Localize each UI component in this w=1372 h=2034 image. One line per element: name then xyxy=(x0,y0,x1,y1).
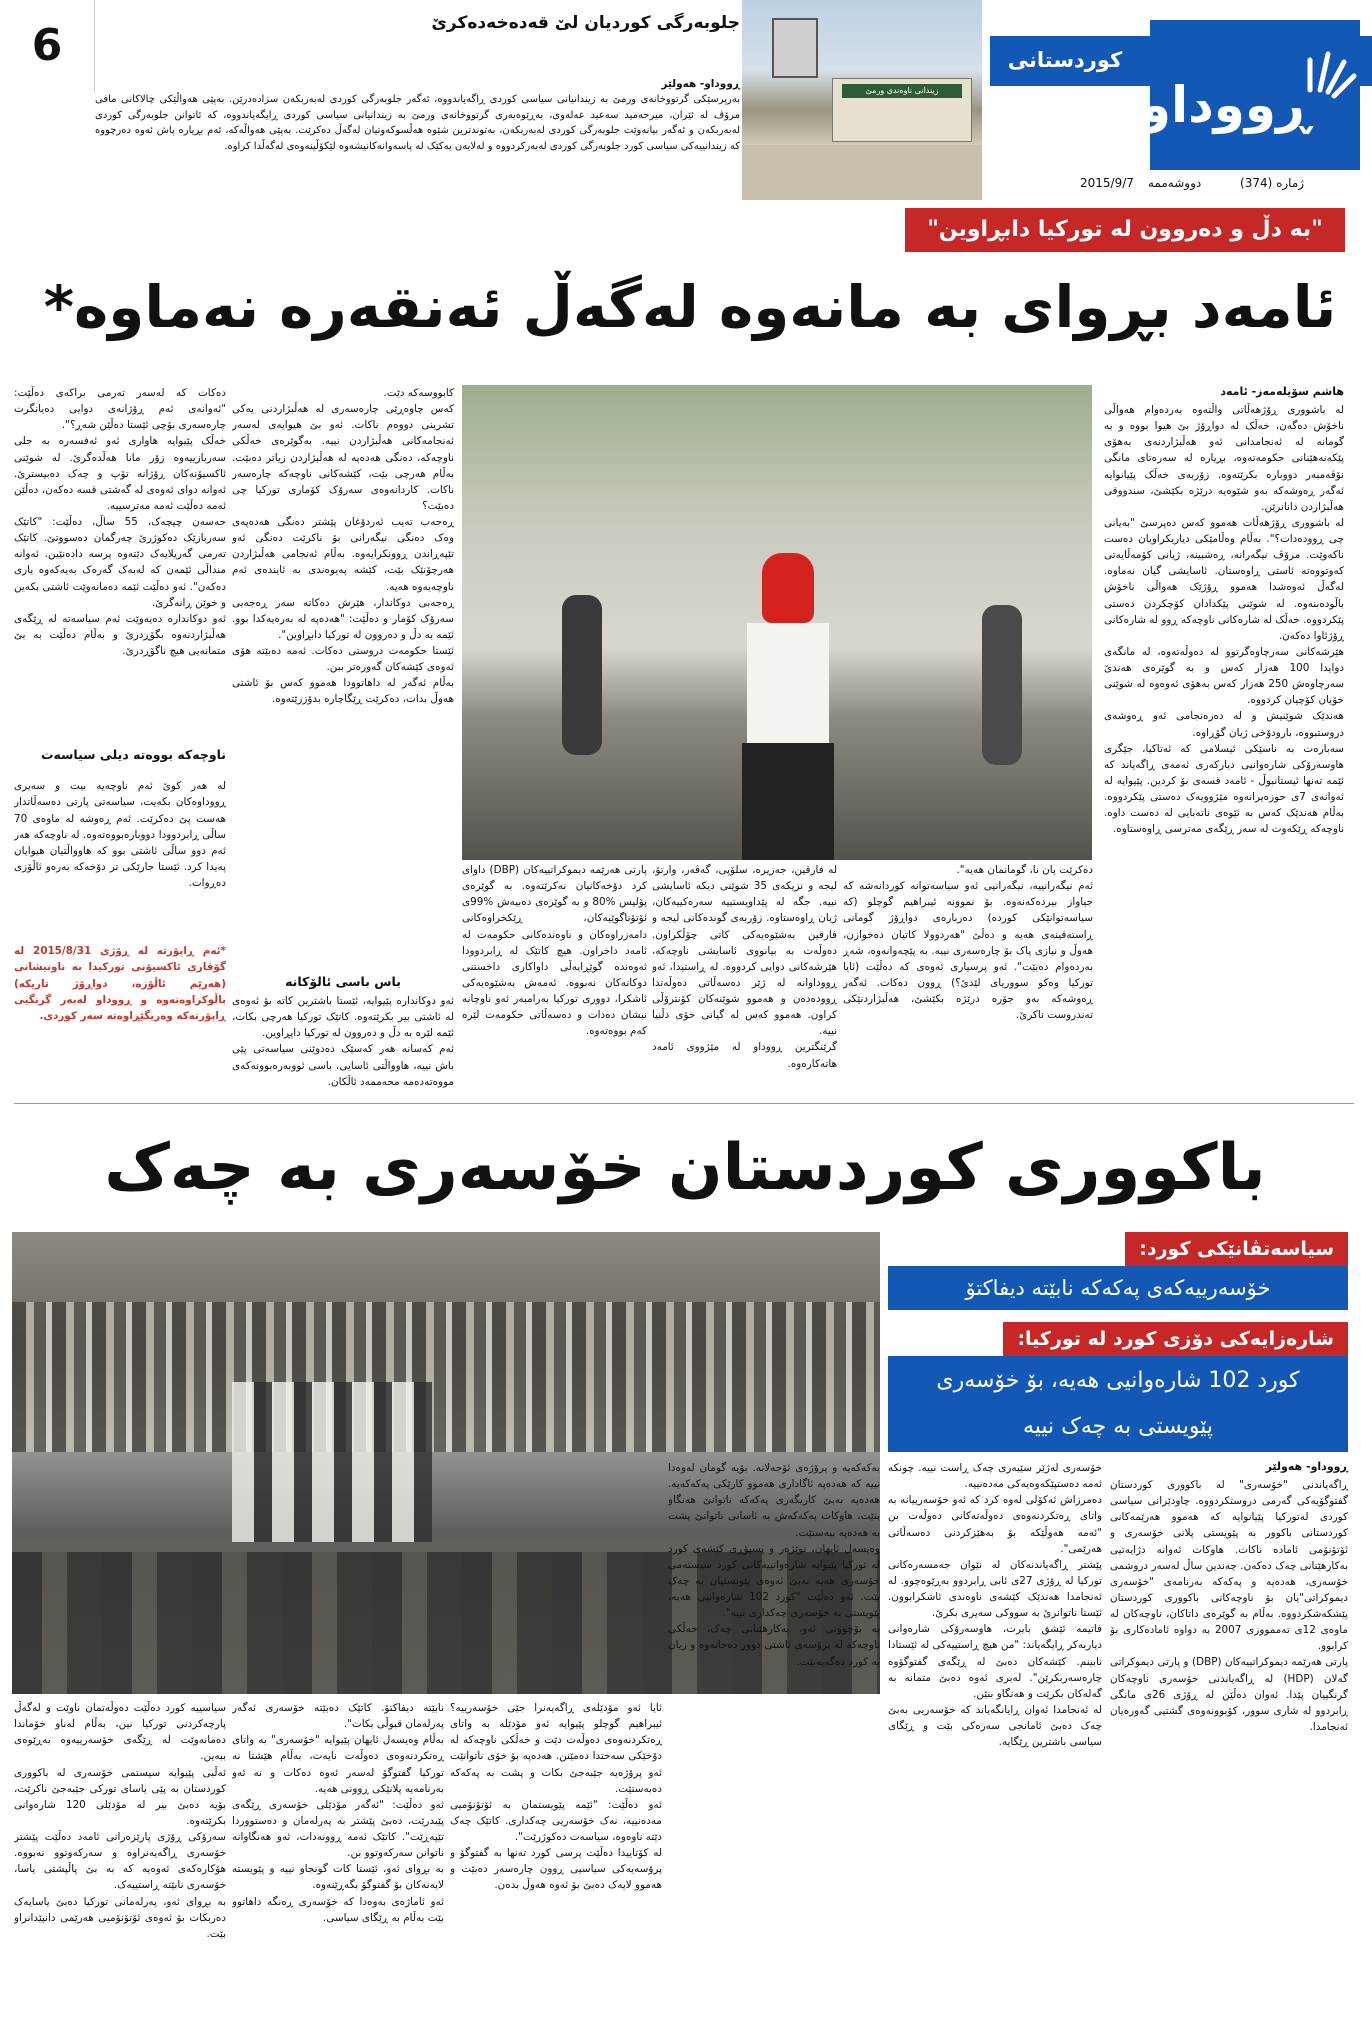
story1-column-4 xyxy=(462,862,647,1092)
story2-col2-text: خۆسەری لەژێر سێبەری چەک ڕاست نییە. چونکە ئەمە دەستپێکەوەیەکی مەدەنییە. دەمرزاش ئەکۆلی لەوە کرد کە ئەو خۆسەرییانە بە واتای ڕەتکردنەوەی دەوڵەتەکانی دەوڵەت بن "ئەمە هەوڵێکە بۆ بەهێزکردنی دەسەڵاتی هەرێمی". پێشتر ڕاگەیاندنەکان لە نێوان جەمسەرەکانی تورکیا لە ڕۆژی 27ی ئابی ڕابردوو بەڕێوەچوو. لە ئەنجامدا هەندێک کێشەی ناوەندی ئاشکرابوون. ئێستا ناتوانرێ بە سووکی سەیری بکرێ. فاتیمە ئێشق بایرت، هاوسەرۆکی شارەوانی دیاربەکر ڕایگەیاند: "من هیچ ڕاستییەکی لە ئێستادا نابینم. کێشەکان دەبێ لە ڕێگەی گفتوگۆوە چارەسەربکرێن". لەبری ئەوە دەبێ متمانە بە گەلەکان بکرێت و هەنگاو بنێن. لە ئەنجامدا ئەوان ڕایانگەیاند کە خۆسەریی بەبێ چەک دەبێ ئامانجی سەرەکی بێت و ڕێگای سیاسی باشترین ڕێگایە. xyxy=(888,1462,1102,1749)
story1-col6-text: دەکات کە لەسەر تەرمی براکەی دەڵێت: "ئەوانەی ئەم ڕۆژانەی دوایی دەیانگرت چارەسەری بۆچی ئێستا دەڵێن شەڕ؟". خەڵک پێیوایە هاواری ئەو ئەفسەرە بە جلی سەربازییەوە زۆر مانا هەڵدەگرێ. لە شوێنی ئاکسیۆنەکان ڕۆژانە تۆپ و چەک دەبیسترێ. ئەوانە دوای ئەوەی لە گەشتی قسە دەکەن، دەڵێن ئەمە دەڵێت ئەمە مەترسییە. حەسەن چیچەک، 55 ساڵ، دەڵێت: "کاتێک سەربازێک دەکوژرێ چەرگمان دەسووتێ. کاتێک تەرمی گەریلایەک دێتەوە پرسە دادەنێین. ئەوانە منداڵی ئێمەن کە لەبەک گەرەک بەیەکەوە یاری دەکەن". ئەو دەڵێت ئێمە دەمانەوێت ئاشتی بکەین و خوێن ڕانەگرێ. ئەو دوکاندارە دەیەوێت ئەم سیاسەتە لە ڕێگەی هەڵبژاردنەوە بگۆڕدرێ و بەڵام دەڵێت بە بێ متمانەیی هیچ ناگۆڕدرێ. xyxy=(14,387,226,657)
pull-quote-1-text: خۆسەرییەکەی پەکەکە نابێتە دیفاکتۆ xyxy=(888,1266,1348,1310)
story1-byline: هاشم سۆیلەمەز- ئامەد xyxy=(1220,385,1344,398)
story1-col5-tail: ئەو دوکاندارە پێیوایە، ئێستا باشترین کاتە بۆ ئەوەی لە ئاشتی بیر بکرێتەوە. کاتێک تورکیا هەرچی بکات، ئێمە لێرە بە دڵ و دەروون لە تورکیا داپڕاوین. ئەم کەسانە هەر کەسێک دەدوێنی سیاسەتی پێی باش نییە، هاوواڵتی ئاسایی، باسی ئووبەرەبوونەکەی مووەتەدەمە محەممەد ئاڵکان. xyxy=(232,995,454,1088)
story1-col5-text: کابووسەکە دێت. کەس چاوەڕێی چارەسەری لە هەڵبژاردنی یەکی تشرینی دووەم ناکات. ئەو بێ هیوایەی لەسەر ئەنجامەکانی هەڵبژاردن نییە. بەگوێرەی خەڵکی ناوچەکە، دەنگی هەدەپە لە هەڵبژاردن زیاتر دەبێت. بەڵام هەرچی بێت، کێشەکانی ناوچەکە چارەسەر ناکات. کاردانەوەی سەرۆک کۆماری تورکیا چی دەبێت؟ ڕەجەب تەیب ئەردۆغان پێشتر دەنگی هەدەپەی وەک دەنگی نیگەرانی بۆ ناکرێت دەنگی ئەو تێپەڕاندن ڕوونکرایەوە. بەڵام ئەنجامی هەڵبژاردن هەرچۆنێک بێت، کێشە پەیوەندی بە ئایندەی ئەم ناوچەیەوە هەیە. ڕەجەبی دوکاندار، هێرش دەکاتە سەر ڕەجەبی سەرۆک کۆمار و دەڵێت: "هەدەپە لە بەرەیەکدا بوو. ئێمە بە دڵ و دەروون لە تورکیا دابڕاوین". ئێستا حکومەت دروستی دەکات. ئەمە دەبێتە هۆی ئەوەی کێشەکان گەورەتر ببن. بەڵام ئەگەر لە داهاتوودا هەموو کەس بۆ ئاشتی هەوڵ بدات، دەکرێت ڕێگاچارە بدۆزرێتەوە. xyxy=(232,387,454,706)
story2-byline: ڕووداو- هەولێر xyxy=(1265,1460,1348,1473)
story1-column-1 xyxy=(1104,385,1344,1095)
page-number-tab xyxy=(0,0,95,92)
page-number: 6 xyxy=(31,20,63,71)
story2-column-6 xyxy=(14,1700,226,2026)
story2-col6-text: سیاسییە کورد دەڵێت دەوڵەتمان ناوێت و لەگەڵ پارچەکردنی تورکیا نین، بەڵام لەناو خۆماندا دەمانەوێت لە ڕێگەی خۆسەرییەوە بەڕێوەی ببەین. ئەڵبی پێیوایە سیستمی خۆسەری لە باکووری کوردستان بە پێی یاسای تورکی جێبەجێ ناکرێت، بۆیە دەبێ بیر لە مۆدێلی 120 شارەوانی بکرێتەوە. سەرۆکی ڕۆژی پارێزەرانی ئامەد دەڵێت پێشتر خۆسەری ڕاگەیەنراوە و سەرکەوتوو نەبووە. هۆکارەکەی ئەوەیە کە بە بێ پاڵپشتی یاسا، خۆسەری نابێتە ڕاستییەک. بە بڕوای ئەو، پەرلەمانی تورکیا دەبێ یاسایەک دەربکات بۆ ئەوەی ئۆتۆنۆمیی هەرێمی دانپێدانراو بێت. xyxy=(14,1702,226,1940)
story1-col3-text: لە فارقین، جەزیرە، سلۆپی، گەڤەر، وارتۆ، لیجە و نزیکەی 35 شوێنی دیکە ئاسایشی نییە. جگە لە پێداویستییە سەرەکییەکان، ژیان ڕاوەستاوە. زۆربەی گوندەکانی لیجە و فارقین بەشێوەیەکی کاتی چۆڵکراون. دەوڵەت بە بیانووی ئاسایشی ناوچەکە، هێرشەکانی دوایی کردووە. لە ڕاستیدا، ئەو ڕووداوانە لە ژێر دەسەڵاتی دەوڵەتدا ڕوودەدەن و هەموو شوێنەکان کۆنترۆڵی کراون. هەموو کەس لە گیانی خۆی دڵنیا نییە. گرێنگترین ڕووداو لە مێژووی ئامەد هاتەکارەوە. xyxy=(652,864,837,1070)
top-story-body: بەرپرسێکی گرتووخانەی ورمێ بە زیندانیانی سیاسی کوردی ڕاگەیاندووە، ئەگەر جلوبەرگی کوردی لەبەربکەن سزادەدرێن. بەپێی هەواڵێکی چالاکانی مافی مرۆڤ لە ئێران، میرحەمید سەعید عەلەوی، بەڕێوەبەری گرتووخانەی ورمێ بە زیندانیانی سیاسی کوردی ڕایگەیاندووە، کە ئاتوانن جلوبەرگی کوردی لەبەربکەن و ئەگەر بیانەوێت جلوبەرگی کوردی لەبەربکەن، بەتوندترین شێوە هەڵسوکەوتیان لەگەڵ دەکرێت. بەپێی هەواڵەکە، ئەم بڕیارە پاش ئەوە دەرچووە کە زیندانییەکی سیاسی کورد جلوبەرگی کوردی لەبەرکردووە و لەلایەن یەکێک لە پاسەوانەکانیشەوە لێکۆڵینەوەی لەگەڵدا کراوە. xyxy=(95,94,740,152)
protester-head xyxy=(762,553,814,623)
story1-col4-text: پارتی هەرێمە دیموکراتییەکان (DBP) داوای کرد دۆخەکانیان نەکرێتەوە. بە گوێرەی پۆلیس %80 و بە گوێرەی دەبیەش %99ی ئۆتۆناگوێیەکان، ڕێکخراوەکانی دامەزراوەکان و ناوەندەکانی حکومەت لە ئامەد داخراون. هیچ کاتێک لە ڕابردوودا ئەوەندە گوێڕایەڵی داواکاری داخستنی دوکانەکان نەبووە. ئەمەش بەشێوەیەکی ئاشکرا، دووری تورکیا بەرامبەر ئەو ناوچانە نیشان دەدات و دەسەڵاتی حکومەت لێرە کەم بووەتەوە. xyxy=(462,864,647,1038)
pull-quote-2-text: کورد 102 شارەوانیی هەیە، بۆ خۆسەری پێویستی بە چەک نییە xyxy=(888,1356,1348,1452)
story2-column-4 xyxy=(450,1700,662,2026)
issue-number: ژماره (374) xyxy=(1240,176,1305,190)
protester-left xyxy=(562,595,602,755)
pull-quotes-box xyxy=(888,1232,1348,1452)
masthead xyxy=(990,0,1372,200)
story2-col3-text: بەکەکەیە و پرۆژەی ئۆجەلانە. بۆیە گومان لەوەدا نییە کە هەدەپە ئاگاداری هەموو کارێکی پەکەکەیە. هەدەپە بەبێ کاریگەری پەکەکە ناتوانێ هەنگاو بنێت، هاوکات پەکەکەش بە ئاسانی ناتوانێ پشت بە هەدەپە ببەستێت. وەیسەل ئایهان، توێژەر و پسپۆڕی کێشەی کورد لە تورکیا پێیوایە شارەوانییەکانی کورد سیستەمی خۆسەری هەیە بەبێ ئەوەی پێویستیان بە چەک بێت. ئەو دەڵێت "کورد 102 شارەوانیی هەیە، پێویستی بە خۆسەری چەکداری نییە". بە بۆچوونی ئەو، بەکارهێنانی چەک، خەڵکی ناوچەکە لە پرۆسەی ئاشتی دوور دەخاتەوە و زیان بە کورد دەگەیەنێت. xyxy=(668,1462,880,1668)
masthead-section: کوردستانی xyxy=(1007,48,1123,72)
story2-col1-text: ڕاگەیاندنی "خۆسەری" لە باکووری کوردستان گفتوگۆیەکی گەرمی دروستکردووە. چاودێرانی سیاسی کوردی لەتورکیا پێیانوایە کە هەموو هەرێمەکانی کوردستانی باکوور بە پێویستی پلانی خۆسەری و ئۆتۆنۆمی ئامادە ناکات. هاوکات ئەوانە دژایەتیی بەکارهێنانی چەک دەکەن. چەندین ساڵ لەسەر دروشمی خۆسەری، هەدەپە و پەکەکە بەرنامەی "خۆسەری دیموکراتی"یان بۆ ناوچەکانی باکووری کوردستان پێشکەشکردووە. بەڵام بە گوێرەی داتاکان، ناوچەکان لە ماوەی 12ی تەممووزی 2007 بە دواوە ئامادەکاری بۆ کرابوو. پارتی هەرێمە دیموکراتییەکان (DBP) و پارتی دیموکراتی گەلان (HDP) لە ڕاگەیاندنی خۆسەری ناوچەکان گرنگییان پێدا. ئەوان دەڵێن لە ڕۆژی 26ی مانگی ڕابردوو لە شاری سوور، کۆبوونەوەی گشتیی گەورەیان ئەنجامدا. xyxy=(1110,1479,1348,1733)
story1-col5-heading: باس باسی ئالۆکانە xyxy=(285,974,401,989)
story2-column-3 xyxy=(668,1460,880,2026)
top-story-byline: ڕووداو- هەولێر xyxy=(661,78,740,90)
protest-photo xyxy=(462,385,1092,860)
story2-column-5 xyxy=(232,1700,444,2026)
issue-date: 2015/9/7 xyxy=(1080,176,1134,190)
prison-tower xyxy=(772,18,818,78)
story2-col5-text: نابێتە دیفاکتۆ. کاتێک دەبێتە خۆسەری ئەگەر پەرلەمان قبوڵی بکات". بەڵام وەیسەل ئایهان پێیوایە "خۆسەری" بە واتای ڕەتکردنەوەی دەوڵەت نایەت، بەڵام هێشتا نە تورکیا گفتوگۆ لەسەر ئەوە دەکات و نە ئەو بەرنامەیە پلانێکی ڕوونی هەیە. ئەو دەڵێت: "ئەگەر مۆدێلی خۆسەری ڕێگەی پێبدرێت، دەبێ پێشتر بە پەرلەمان و دەستووردا تێپەڕێت". کاتێک ئەمە ڕوونەدات، ئەو هەنگاوانە ناتوانن سەرکەوتوو بن. بە بڕوای ئەو، ئێستا کات گونجاو نییە و پێویستە لایەنەکان بۆ گفتوگۆ بگەڕێنەوە. ئەو ئاماژەی بەوەدا کە خۆسەری ڕەنگە داهاتوو بێت بەڵام بە ڕێگای سیاسی. xyxy=(232,1702,444,1924)
issue-line xyxy=(990,176,1372,196)
speaker-group xyxy=(232,1382,432,1542)
story1-col6-heading: ناوچەکە بووەتە دیلی سیاسەت xyxy=(41,746,226,762)
story2-column-2 xyxy=(888,1460,1102,2026)
story1-col1-text: لە باشووری ڕۆژهەڵاتی واڵتەوە بەردەوام هەواڵی ناخۆش دەگەن، خەڵک لە دواڕۆژ بێ هیوا بووە و بە گومانە لە ئەنجامدانی ئەو هەڵبژاردنەی بەهۆی پێکەنەهێنانی حکومەتەوە، بڕیارە لە سەرەتای مانگی نۆڤەمبەر دووبارە بکرێتەوە. زۆربەی خەڵک پێیانوایە ئەگەر ڕەوشەکە بەو شێوەیە درێژە بکێشێ، سندووقی هەڵبژاردن دانانرێن. لە باشووری ڕۆژهەڵات هەموو کەس دەپرسێ "بەیانی چی ڕوودەدات؟". بەڵام وەڵامێکی دیاریکراویان دەست ناکەوێت. مرۆڤ نیگەرانە، ڕەشبینە، ژیانی کۆمەڵایەتی کەوتووەتە ئاستی ڕاوەستان. ئاسایشی گیان نەماوە. لەگەڵ ئەوەشدا هەموو ڕۆژێک هەواڵی ناخۆش باڵودەبنەوە. لە شوێنی پێکدادان کۆچکردن دەستی پێکردووە. خەڵک لە شارەکانی ناوچەکە ڕوو لە شارەکانی ڕۆژئاوا دەکەن. هێرشەکانی سەرچاوەگرتوو لە دەوڵەتەوە، لە مانگەی دوایدا 100 هەزار کەس و بە گوێرەی هەندێ سەرچاوەش 250 هەزار کەس بەهۆی ئەوەوە لە شوێنی خۆیان کۆچیان کردووە. هەندێک شوێنیش و لە دەرەنجامی ئەو ڕەوشەی دروستبووە، بارودۆخی ژیان گۆڕاوە. سەبارەت بە ناسێکی ئیسلامی کە ئەتاکیا، جێگری هاوسەرۆکی شارەوانیی دیارکەری ئەمەی ڕاگەیاند کە ئێمە تەنها ئیستانبوڵ - ئامەد قسەی بۆ کردین. پێیوایە لە ئەوانەی 7ی حوزەیرانەوە مێژوویەک دەستی پێکردووە. بەڵام هەندێک کەس بە ئێوەی ناتەبایی لە دەست داوە. ناوچەکە ڕێکەوت لە سەر ڕێگەی مەترسی ڕاوەستاوە. xyxy=(1104,404,1344,836)
section-divider xyxy=(14,1103,1354,1104)
story2-col4-text: ئایا ئەو مۆدێلەی ڕاگەیەنرا جێی خۆسەرییە؟ ئیبراهیم گوچلو پێیوایە ئەو مۆدێلە بە واتای ڕەتکردنەوەی دەوڵەت دێت و خەڵکی ناوچەکە لە دۆخێکی سەختدا دەمێنن. هەدەپە بۆ خۆی ناتوانێت ئەو پرۆژەیە جێبەجێ بکات و پشت بە پەکەکە دەبەستێت. ئەو دەڵێت: "ئێمە پێویستمان بە ئۆتۆنۆمیی مەدەنییە، نەک خۆسەریی چەکداری. کاتێک چەک دێتە ناوەوە، سیاسەت دەکوژرێت". لە کۆتاییدا دەڵێت پرسی کورد تەنها بە گفتوگۆ و پرۆسەیەکی سیاسیی ڕوون چارەسەر دەبێت و هەموو لایەک دەبێ بۆ ئەوە هەوڵ بدەن. xyxy=(450,1702,662,1892)
protester-body xyxy=(747,623,829,743)
story2-column-1 xyxy=(1110,1460,1348,2026)
prison-sign: زیندانی ناوەندی ورمێ xyxy=(842,84,962,98)
pull-quote-1-label: سیاسەتڤانێکی کورد: xyxy=(1125,1232,1348,1266)
pull-quote-2-label: شارەزایەکی دۆزی کورد لە تورکیا: xyxy=(1003,1322,1348,1356)
protester-right xyxy=(982,605,1022,765)
headline-2: باکووری کوردستان خۆسەری بە چەک xyxy=(104,1131,1266,1205)
banner-quote: "بە دڵ و دەروون لە تورکیا دابڕاوین" xyxy=(905,208,1345,252)
top-story xyxy=(95,8,740,200)
story1-column-5 xyxy=(232,385,454,1095)
prison-photo xyxy=(742,0,982,200)
issue-day: دووشەممە xyxy=(1148,176,1202,190)
sunburst-icon xyxy=(1300,34,1360,104)
masthead-logo: ڕووداو xyxy=(1139,76,1310,134)
crowd-band xyxy=(12,1302,880,1452)
top-story-title: جلوبەرگی کوردیان لێ قەدەخەدەکرێ xyxy=(431,13,740,33)
headline-1: ئامەد بڕوای بە مانەوە لەگەڵ ئەنقەرە نەماوە* xyxy=(43,273,1337,341)
protester-legs xyxy=(742,743,834,860)
story1-col2-text: دەکرێت یان نا، گومانمان هەیە". ئەم نیگەرانییە، نیگەرانیی ئەو سیاسەتوانە کوردانەشە کە جیاواز بیردەکەنەوە. بۆ نموونە ئیبراهیم گوچلو (کە سیاسەتوانێکی کوردە) دەربارەی دواڕۆژ گومانی ڕاستەقینەی هەیە و دەڵێ "هەردوولا کاتیان دەخوازن، هەوڵ و نیازی پاک بۆ چارەسەری نییە. بە پێچەوانەوە، شەڕ بەردەوام دەبێت". ئەو پرسیاری ئەوەی کە دەڵێت (ئایا تورکیا وەکو سووریای لێدێ؟) ڕوون دەکات. ئەگەر ڕەوشەکە بەو جۆرە درێژە بکێشێ، هەڵبژاردنێکی تەندروست ناکرێ. xyxy=(843,864,1093,1022)
story1-column-3 xyxy=(652,862,837,1092)
story1-column-6 xyxy=(14,385,226,1095)
prison-wall xyxy=(742,145,982,200)
story1-footnote: *ئەم ڕاپۆرتە لە ڕۆژی 2015/8/31 لە گۆڤاری ئاکسیۆنی تورکیدا بە ناونیشانی (هەرێم ئاڵۆزە، دواڕۆژ تاریکە) باڵوکراوەتەوە و ڕووداو لەبەر گرنگیی ڕاپۆرتەکە وەریگێڕاوەتە سەر کوردی. xyxy=(14,945,226,1022)
story1-col6-tail: لە هەر کوێ ئەم ناوچەیە بیت و سەیری ڕووداوەکان بکەیت، سیاسەتی پارتی دەسەڵاتدار هەست پێ دەکرێت. ئەم ڕەوشە لە ماوەی 70 ساڵی ڕابردوودا دووبارەبووەتەوە. لە ناوچەکە هەر ئەم دوو ساڵی ئاشتی بوو کە هاوواڵتیان هیوایان پەیدا کرد. ئێستا جارێکی تر دۆخەکە بەرەو ئاڵۆزی دەڕوات. xyxy=(14,780,226,889)
story1-column-2 xyxy=(843,862,1093,1092)
